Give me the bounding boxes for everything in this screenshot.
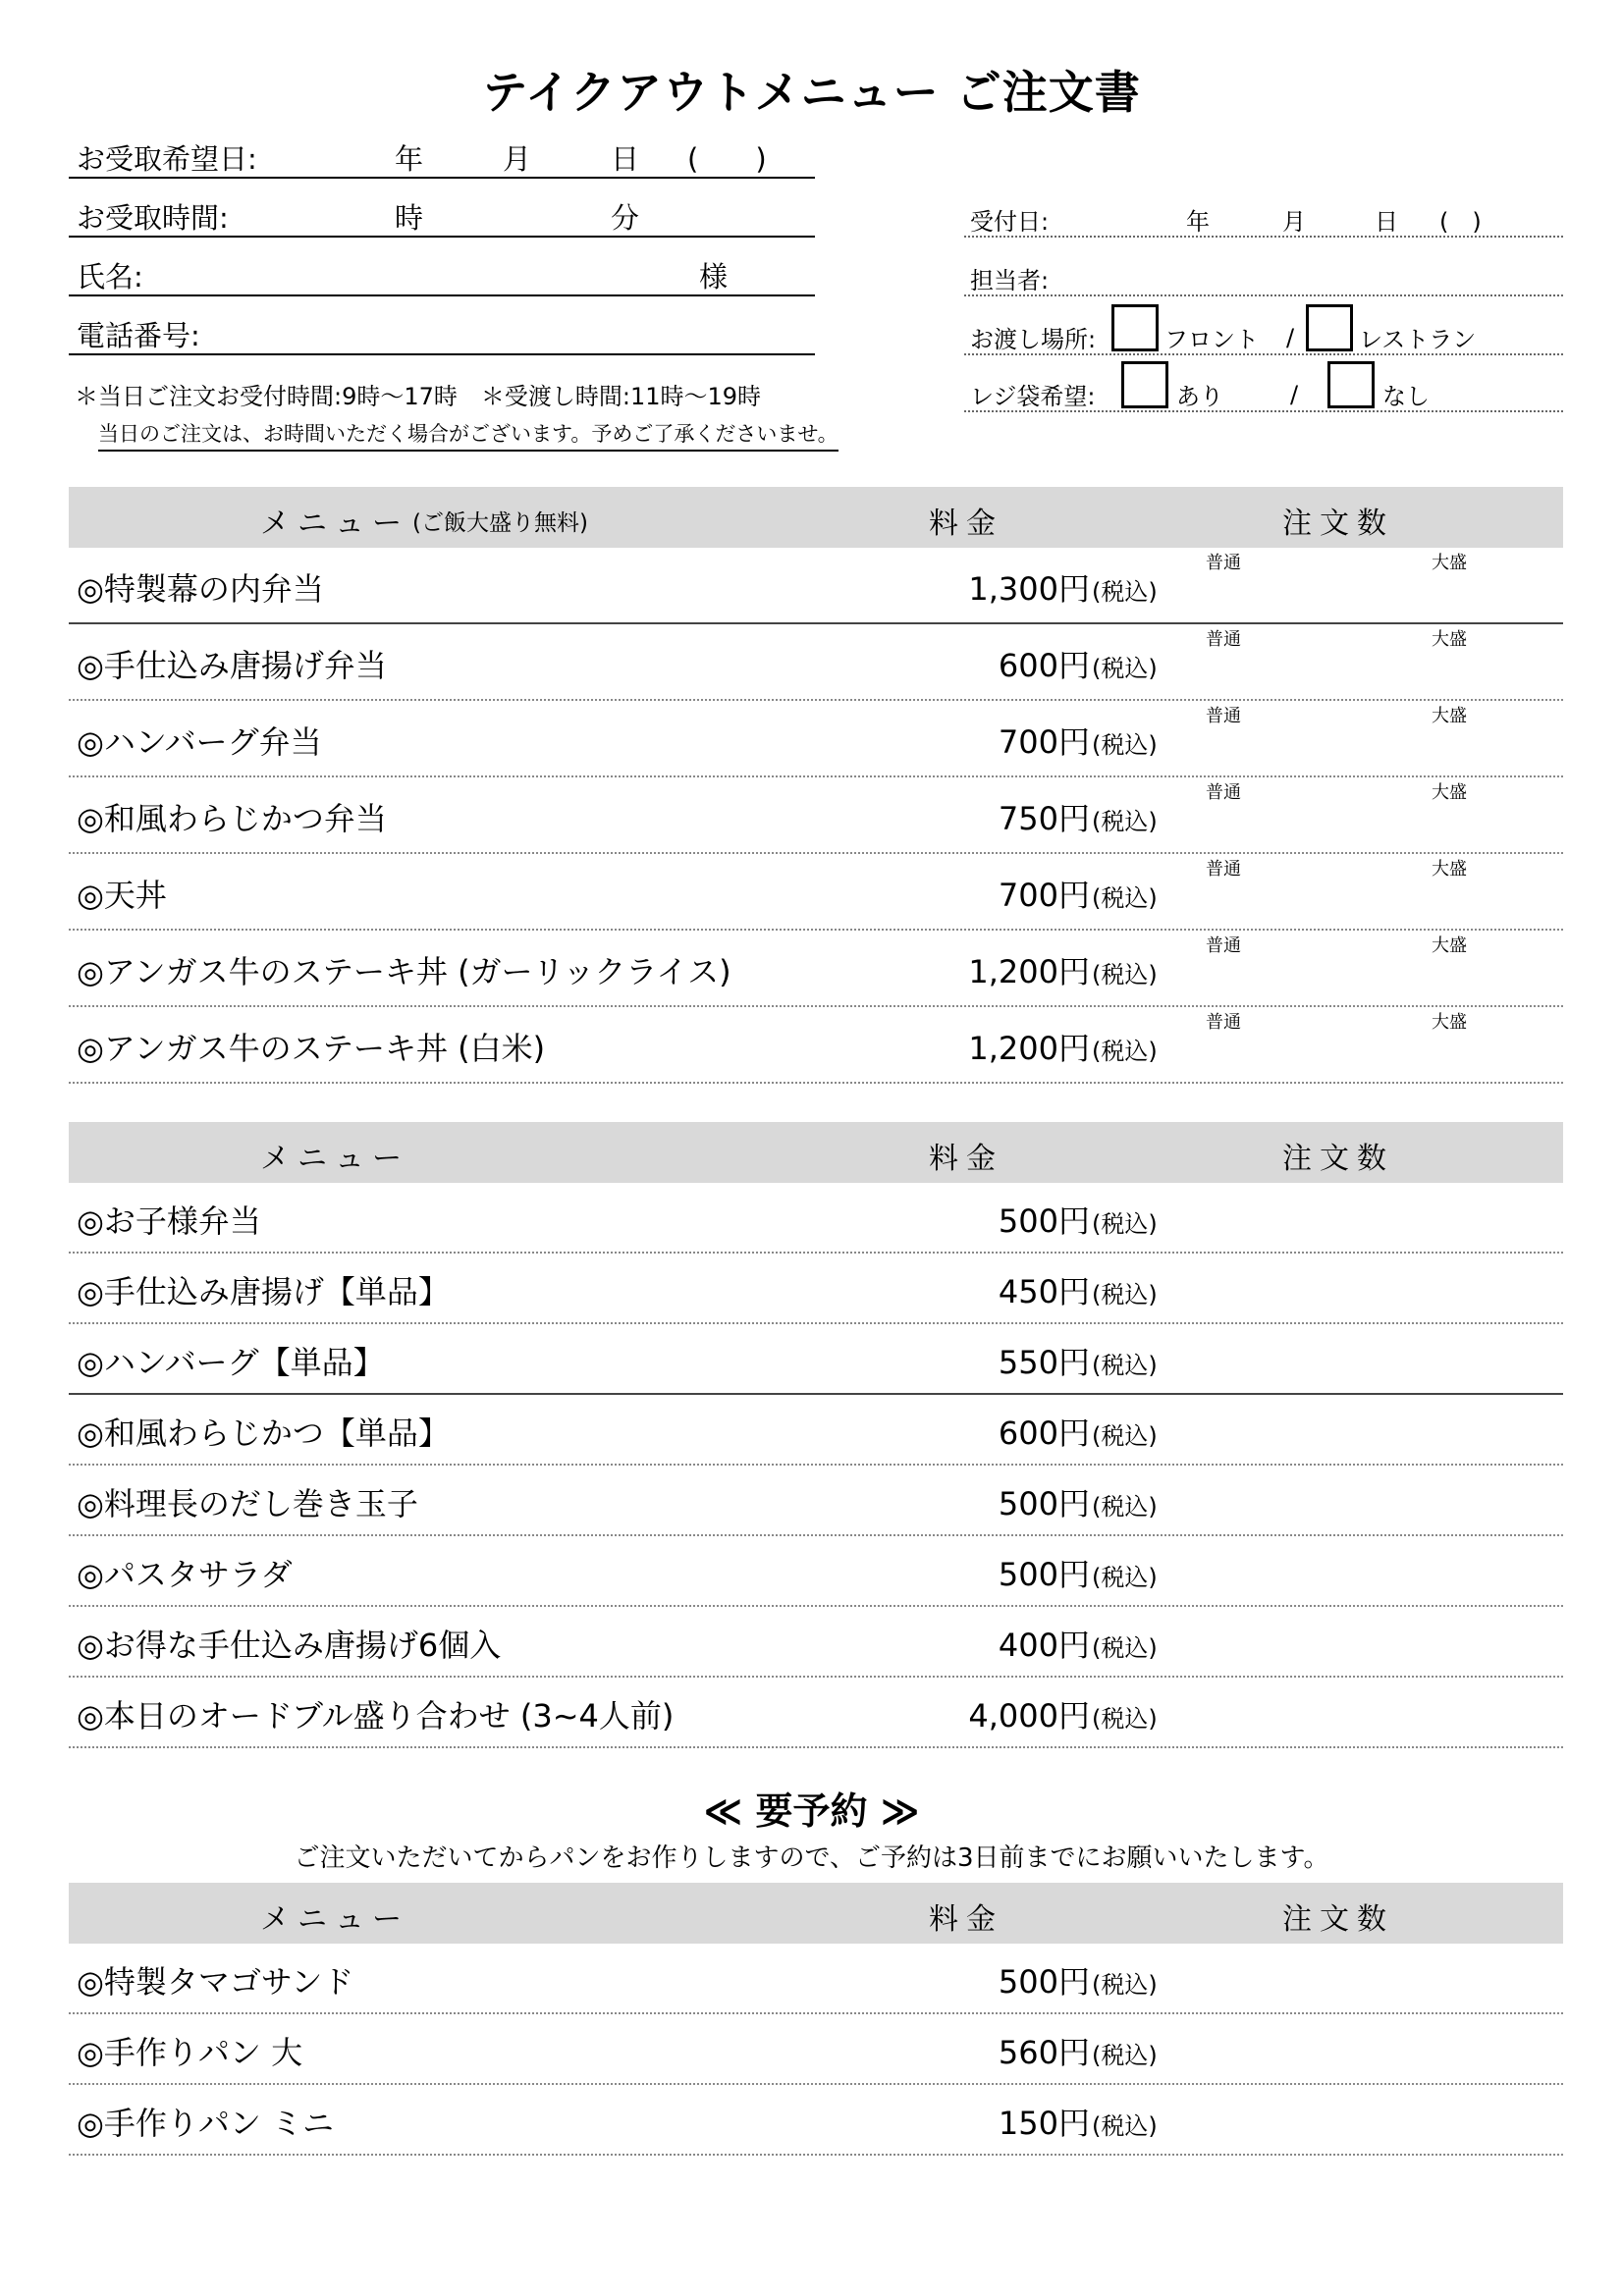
menu-item-name: ◎アンガス牛のステーキ丼 (ガーリックライス) xyxy=(77,953,731,990)
menu-item-name: ◎本日のオードブル盛り合わせ (3~4人前) xyxy=(77,1697,675,1735)
tax-label: (税込) xyxy=(1092,808,1158,835)
received-date-day: 日 xyxy=(1375,208,1398,236)
received-date-weekday: ( ) xyxy=(1439,208,1482,236)
pickup-date-weekday: ( ) xyxy=(687,142,767,176)
tax-label: (税込) xyxy=(1092,731,1158,759)
page-title: テイクアウトメニュー ご注文書 xyxy=(482,66,1141,119)
menu-item-price: 500円 xyxy=(998,1556,1090,1593)
handover-restaurant-checkbox[interactable] xyxy=(1306,304,1353,351)
sameday-note: 当日のご注文は、お時間いただく場合がございます。予めご了承くださいませ。 xyxy=(98,418,839,452)
handover-restaurant-label: レストラン xyxy=(1359,326,1477,353)
tax-label: (税込) xyxy=(1092,1422,1158,1450)
pickup-time-minute: 分 xyxy=(611,201,640,235)
tax-label: (税込) xyxy=(1092,1281,1158,1308)
menu-row[interactable] xyxy=(69,548,1563,624)
table3-header-menu: メニュー xyxy=(260,1902,409,1937)
tax-label: (税込) xyxy=(1092,1971,1158,1999)
menu-row[interactable] xyxy=(69,1678,1563,1748)
menu-row[interactable] xyxy=(69,1944,1563,2014)
pickup-date-month: 月 xyxy=(503,142,532,176)
menu-item-name: ◎手仕込み唐揚げ弁当 xyxy=(77,647,387,684)
staff-field[interactable] xyxy=(964,294,1563,296)
menu-item-name: ◎和風わらじかつ弁当 xyxy=(77,800,387,837)
menu-item-name: ◎和風わらじかつ【単品】 xyxy=(77,1415,450,1452)
menu-row[interactable] xyxy=(69,701,1563,777)
menu-item-name: ◎お子様弁当 xyxy=(77,1202,261,1240)
pickup-time-label: お受取時間: xyxy=(77,201,229,235)
pickup-time-hour: 時 xyxy=(395,201,424,235)
menu-item-name: ◎特製タマゴサンド xyxy=(77,1963,354,2001)
menu-item-price: 750円 xyxy=(998,800,1090,837)
pickup-time-field[interactable] xyxy=(69,236,815,238)
bag-yes-checkbox[interactable] xyxy=(1121,361,1168,408)
table2-header-qty: 注文数 xyxy=(1282,1142,1394,1176)
bag-separator: / xyxy=(1290,381,1299,408)
handover-front-checkbox[interactable] xyxy=(1111,304,1159,351)
menu-item-price: 600円 xyxy=(998,647,1090,684)
menu-row[interactable] xyxy=(69,777,1563,854)
size-large-label: 大盛 xyxy=(1432,1012,1467,1033)
menu-item-price: 600円 xyxy=(998,1415,1090,1452)
bag-yes-label: あり xyxy=(1176,383,1223,410)
menu-row[interactable] xyxy=(69,2085,1563,2156)
menu-row[interactable] xyxy=(69,1254,1563,1324)
handover-front-label: フロント xyxy=(1164,326,1259,353)
reservation-title: ≪ 要予約 ≫ xyxy=(703,1789,920,1833)
size-normal-label: 普通 xyxy=(1206,859,1241,880)
menu-row[interactable] xyxy=(69,2014,1563,2085)
table2-header-menu: メニュー xyxy=(260,1142,409,1176)
size-normal-label: 普通 xyxy=(1206,553,1241,573)
tax-label: (税込) xyxy=(1092,1634,1158,1662)
menu-item-name: ◎アンガス牛のステーキ丼 (白米) xyxy=(77,1030,546,1067)
tax-label: (税込) xyxy=(1092,655,1158,682)
menu-item-price: 1,300円 xyxy=(968,570,1090,608)
table2-header-price: 料金 xyxy=(929,1142,1003,1176)
menu-item-price: 1,200円 xyxy=(968,953,1090,990)
menu-item-name: ◎手仕込み唐揚げ【単品】 xyxy=(77,1273,450,1310)
menu-item-price: 4,000円 xyxy=(968,1697,1090,1735)
menu-item-name: ◎パスタサラダ xyxy=(77,1556,293,1593)
size-normal-label: 普通 xyxy=(1206,935,1241,956)
name-suffix: 様 xyxy=(699,260,729,294)
tax-label: (税込) xyxy=(1092,1210,1158,1238)
bag-label: レジ袋希望: xyxy=(970,383,1096,410)
menu-item-price: 550円 xyxy=(998,1344,1090,1381)
table1-header xyxy=(69,487,1563,548)
received-date-month: 月 xyxy=(1282,208,1306,236)
table1-header-price: 料金 xyxy=(929,507,1003,541)
size-large-label: 大盛 xyxy=(1432,706,1467,726)
name-field[interactable] xyxy=(69,294,815,296)
size-normal-label: 普通 xyxy=(1206,629,1241,650)
table1-header-qty: 注文数 xyxy=(1282,507,1394,541)
menu-item-price: 1,200円 xyxy=(968,1030,1090,1067)
bag-no-label: なし xyxy=(1382,383,1430,410)
menu-item-price: 400円 xyxy=(998,1627,1090,1664)
menu-row[interactable] xyxy=(69,1395,1563,1466)
menu-item-price: 500円 xyxy=(998,1963,1090,2001)
received-date-label: 受付日: xyxy=(970,208,1050,236)
phone-field[interactable] xyxy=(69,353,815,355)
menu-item-price: 500円 xyxy=(998,1485,1090,1522)
bag-no-checkbox[interactable] xyxy=(1327,361,1375,408)
tax-label: (税込) xyxy=(1092,884,1158,912)
table1-header-menu: メニュー xyxy=(260,507,409,541)
menu-item-price: 700円 xyxy=(998,877,1090,914)
size-normal-label: 普通 xyxy=(1206,1012,1241,1033)
pickup-date-field[interactable] xyxy=(69,177,815,179)
tax-label: (税込) xyxy=(1092,2042,1158,2069)
pickup-date-day: 日 xyxy=(611,142,640,176)
table1-header-note: (ご飯大盛り無料) xyxy=(412,510,588,536)
received-date-year: 年 xyxy=(1186,208,1210,236)
size-large-label: 大盛 xyxy=(1432,935,1467,956)
menu-row[interactable] xyxy=(69,1466,1563,1536)
menu-row[interactable] xyxy=(69,1607,1563,1678)
menu-row[interactable] xyxy=(69,1183,1563,1254)
pickup-date-year: 年 xyxy=(395,142,424,176)
menu-item-price: 500円 xyxy=(998,1202,1090,1240)
size-large-label: 大盛 xyxy=(1432,629,1467,650)
size-large-label: 大盛 xyxy=(1432,782,1467,803)
menu-row[interactable] xyxy=(69,931,1563,1007)
tax-label: (税込) xyxy=(1092,961,1158,988)
menu-item-name: ◎ハンバーグ弁当 xyxy=(77,723,322,761)
menu-row[interactable] xyxy=(69,1536,1563,1607)
row-divider xyxy=(69,2154,1563,2156)
tax-label: (税込) xyxy=(1092,1564,1158,1591)
phone-label: 電話番号: xyxy=(77,319,200,352)
pickup-date-label: お受取希望日: xyxy=(77,142,257,176)
menu-item-price: 700円 xyxy=(998,723,1090,761)
table3-header-qty: 注文数 xyxy=(1282,1902,1394,1937)
menu-item-name: ◎ハンバーグ【単品】 xyxy=(77,1344,385,1381)
size-normal-label: 普通 xyxy=(1206,706,1241,726)
size-large-label: 大盛 xyxy=(1432,553,1467,573)
row-divider xyxy=(69,1082,1563,1084)
handover-field xyxy=(964,353,1563,355)
menu-row[interactable] xyxy=(69,854,1563,931)
tax-label: (税込) xyxy=(1092,1493,1158,1521)
row-divider xyxy=(69,1746,1563,1748)
table3-header xyxy=(69,1883,1563,1944)
menu-row[interactable] xyxy=(69,624,1563,701)
table2-header xyxy=(69,1122,1563,1183)
size-normal-label: 普通 xyxy=(1206,782,1241,803)
menu-item-name: ◎手作りパン 大 xyxy=(77,2034,303,2071)
tax-label: (税込) xyxy=(1092,578,1158,606)
handover-separator: / xyxy=(1286,324,1295,351)
size-large-label: 大盛 xyxy=(1432,859,1467,880)
tax-label: (税込) xyxy=(1092,2112,1158,2140)
tax-label: (税込) xyxy=(1092,1705,1158,1733)
menu-item-price: 560円 xyxy=(998,2034,1090,2071)
menu-item-name: ◎手作りパン ミニ xyxy=(77,2105,335,2142)
reservation-note: ご注文いただいてからパンをお作りしますので、ご予約は3日前までにお願いいたします。 xyxy=(294,1843,1329,1873)
staff-label: 担当者: xyxy=(970,267,1050,294)
menu-item-name: ◎料理長のだし巻き玉子 xyxy=(77,1485,418,1522)
menu-item-name: ◎天丼 xyxy=(77,877,167,914)
name-label: 氏名: xyxy=(77,260,143,294)
hours-note: ＊当日ご注文お受付時間:9時～17時 ＊受渡し時間:11時～19時 xyxy=(75,383,762,410)
received-date-field[interactable] xyxy=(964,236,1563,238)
menu-item-price: 450円 xyxy=(998,1273,1090,1310)
tax-label: (税込) xyxy=(1092,1038,1158,1065)
menu-row[interactable] xyxy=(69,1324,1563,1395)
menu-item-name: ◎特製幕の内弁当 xyxy=(77,570,324,608)
bag-field xyxy=(964,410,1563,412)
table3-header-price: 料金 xyxy=(929,1902,1003,1937)
menu-item-price: 150円 xyxy=(998,2105,1090,2142)
menu-row[interactable] xyxy=(69,1007,1563,1084)
menu-item-name: ◎お得な手仕込み唐揚げ6個入 xyxy=(77,1627,502,1664)
tax-label: (税込) xyxy=(1092,1352,1158,1379)
handover-label: お渡し場所: xyxy=(970,326,1097,353)
